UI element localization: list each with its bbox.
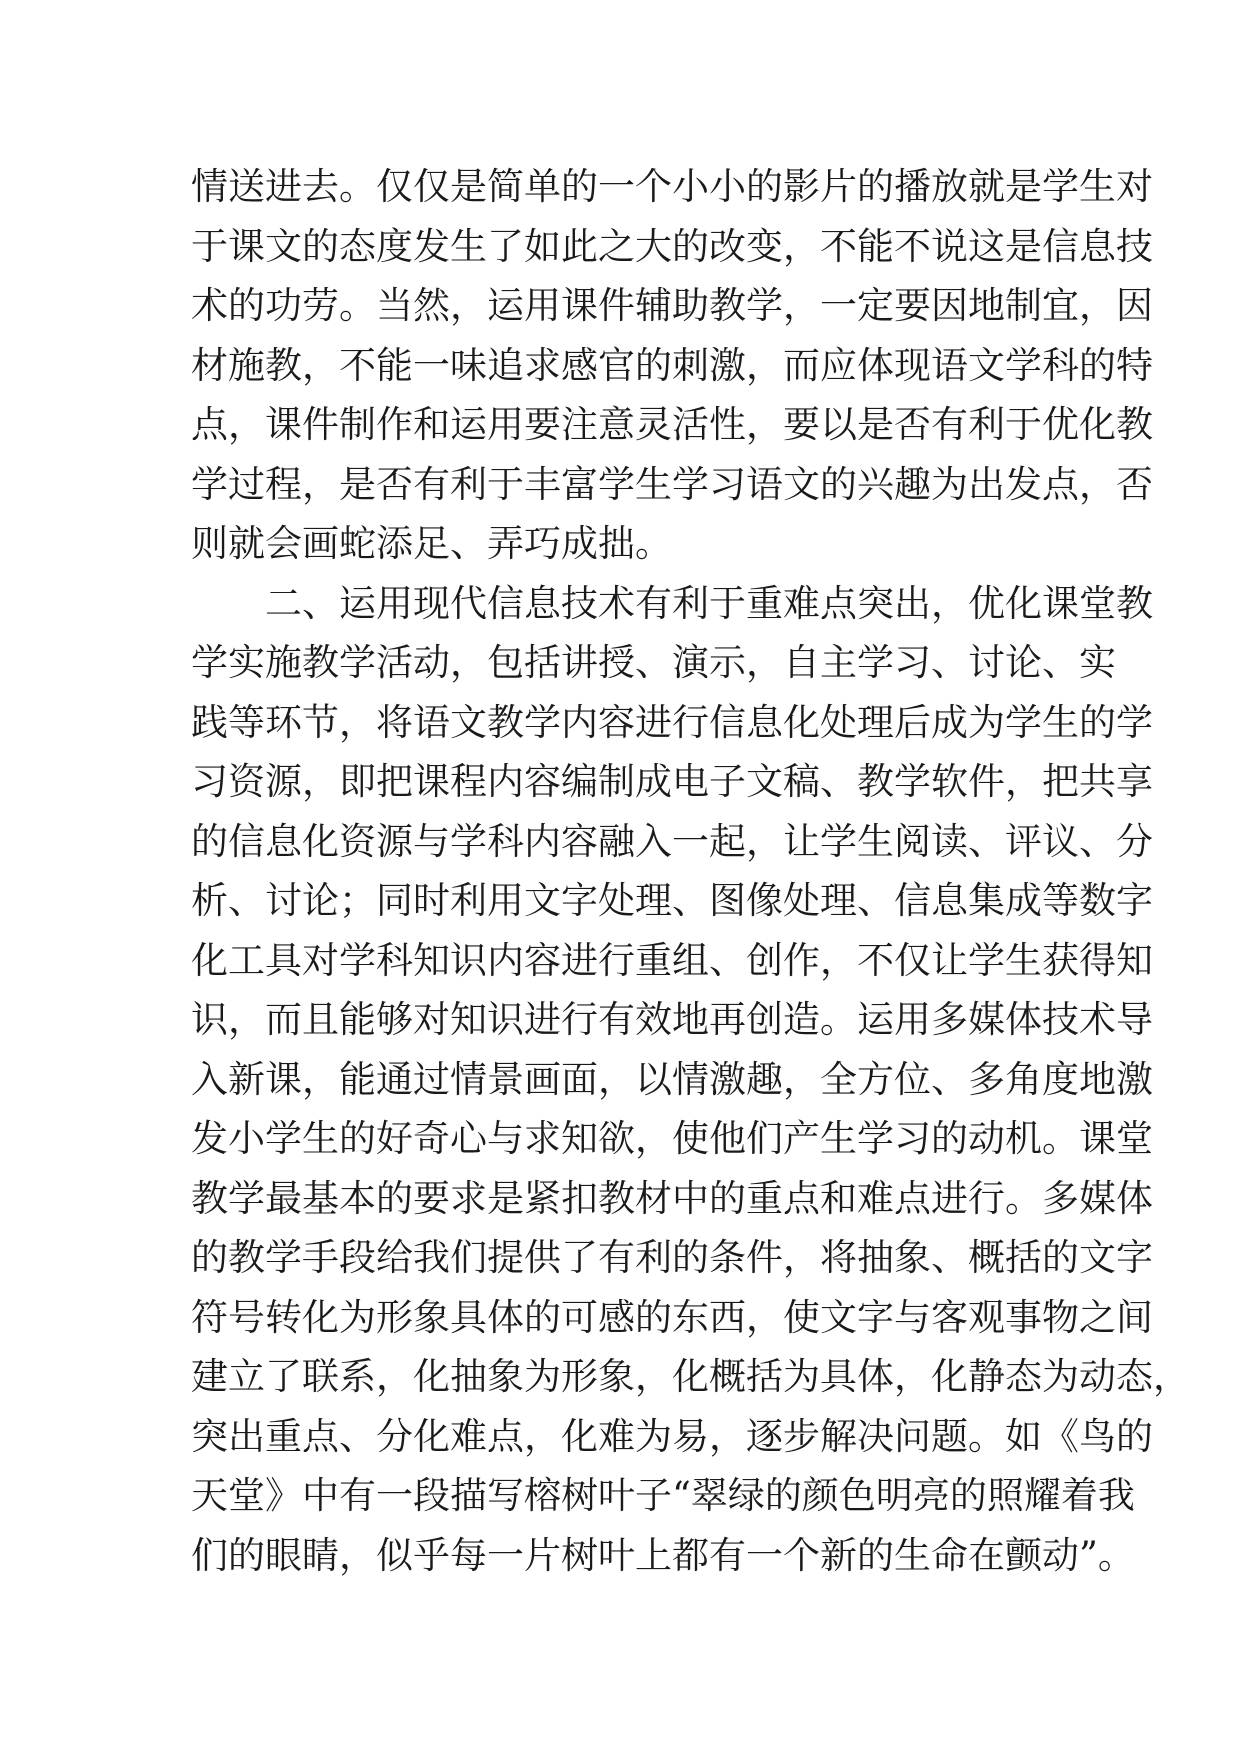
- text-line: 的 教 学 手 段 给 我 们 提 供 了 有 利 的 条 件 ， 将 抽 象 、 概 括 的 文 字: [191, 1236, 1153, 1279]
- text-line: 则就会画蛇添足、弄巧成拙。: [191, 522, 672, 565]
- text-line: 学 过 程 ， 是 否 有 利 于 丰 富 学 生 学 习 语 文 的 兴 趣 为 出 发 点 ， 否: [191, 462, 1153, 506]
- text-line: 符 号 转 化 为 形 象 具 体 的 可 感 的 东 西 ， 使 文 字 与 客 观 事 物 之 间: [191, 1295, 1153, 1339]
- text-line: 点 ， 课 件 制 作 和 运 用 要 注 意 灵 活 性 ， 要 以 是 否 有 利 于 优 化 教: [191, 403, 1153, 446]
- text-line: 于 课 文 的 态 度 发 生 了 如 此 之 大 的 改 变 ， 不 能 不 说 这 是 信 息 技: [191, 224, 1153, 268]
- text-line: 教 学 最 基 本 的 要 求 是 紧 扣 教 材 中 的 重 点 和 难 点 进 行 。 多 媒 体: [191, 1176, 1153, 1220]
- text-line: 建 立 了 联 系 ， 化 抽 象 为 形 象 ， 化 概 括 为 具 体 ， 化 静 态 为 动 态 ，: [191, 1355, 1190, 1398]
- text-line: 突 出 重 点 、 分 化 难 点 ， 化 难 为 易 ， 逐 步 解 决 问 题 。 如 《 鸟 的: [191, 1414, 1153, 1458]
- text-line: 入 新 课 ， 能 通 过 情 景 画 面 ， 以 情 激 趣 ， 全 方 位 、 多 角 度 地 激: [191, 1057, 1153, 1101]
- text-line: 识 ， 而 且 能 够 对 知 识 进 行 有 效 地 再 创 造 。 运 用 多 媒 体 技 术 导: [191, 998, 1153, 1041]
- text-line: 化 工 具 对 学 科 知 识 内 容 进 行 重 组 、 创 作 ， 不 仅 让 学 生 获 得 知: [191, 938, 1153, 982]
- text-line: 践 等 环 节 ， 将 语 文 教 学 内 容 进 行 信 息 化 处 理 后 成 为 学 生 的 学: [191, 700, 1153, 744]
- text-line: 二 、 运 用 现 代 信 息 技 术 有 利 于 重 难 点 突 出 ， 优 化 课 堂 教: [265, 581, 1153, 625]
- text-line: 天 堂 》 中 有 一 段 描 写 榕 树 叶 子 “ 翠 绿 的 颜 色 明 亮 的 照 耀 着 我: [191, 1474, 1135, 1517]
- text-line: 们 的 眼 睛 ， 似 乎 每 一 片 树 叶 上 都 有 一 个 新 的 生 命 在 颤 动 ” 。: [191, 1533, 1135, 1577]
- text-line: 习 资 源 ， 即 把 课 程 内 容 编 制 成 电 子 文 稿 、 教 学 软 件 ， 把 共 享: [191, 760, 1153, 803]
- text-line: 发 小 学 生 的 好 奇 心 与 求 知 欲 ， 使 他 们 产 生 学 习 的 动 机 。 课 堂: [191, 1117, 1153, 1160]
- body-text: [191, 157, 1190, 1585]
- text-line: 材 施 教 ， 不 能 一 味 追 求 感 官 的 刺 激 ， 而 应 体 现 语 文 学 科 的 特: [191, 343, 1153, 387]
- text-line: 情 送 进 去 。 仅 仅 是 简 单 的 一 个 小 小 的 影 片 的 播 放 就 是 学 生 对: [191, 165, 1153, 208]
- text-line: 的 信 息 化 资 源 与 学 科 内 容 融 入 一 起 ， 让 学 生 阅 读 、 评 议 、 分: [191, 819, 1153, 863]
- text-line: 术 的 功 劳 。 当 然 ， 运 用 课 件 辅 助 教 学 ， 一 定 要 因 地 制 宜 ， 因: [191, 284, 1153, 327]
- text-line: 析 、 讨 论 ； 同 时 利 用 文 字 处 理 、 图 像 处 理 、 信 息 集 成 等 数 字: [191, 879, 1153, 922]
- text-line: 学 实 施 教 学 活 动 ， 包 括 讲 授 、 演 示 ， 自 主 学 习 、 讨 论 、 实: [191, 641, 1116, 684]
